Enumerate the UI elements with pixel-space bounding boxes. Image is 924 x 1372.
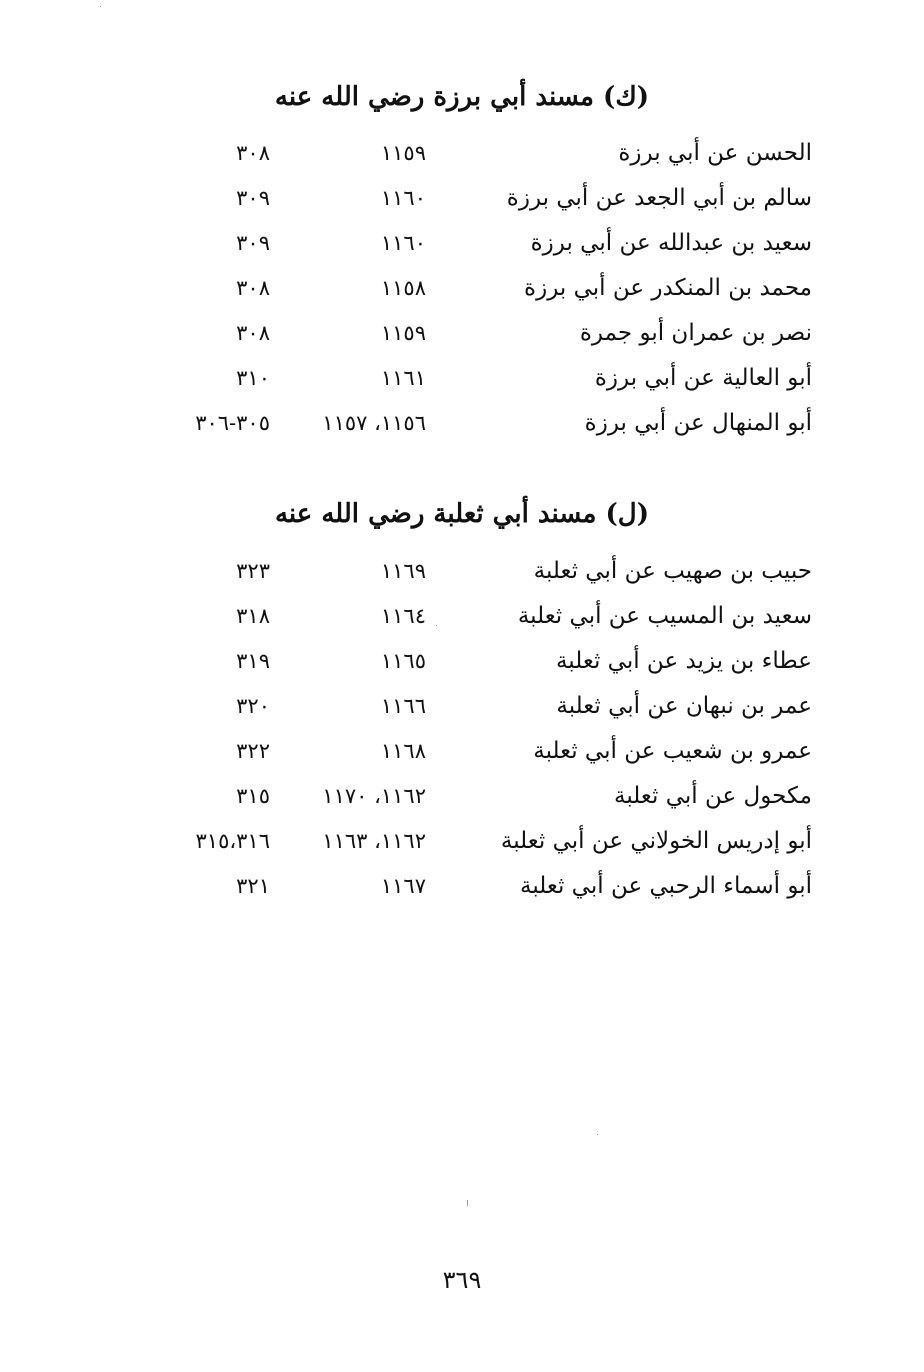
hadith-numbers: ١١٦٢، ١١٦٣ [322, 829, 426, 853]
narrator-chain: الحسن عن أبي برزة [618, 140, 812, 166]
section-list-abu-barza [0, 132, 924, 447]
scan-speck [467, 1200, 468, 1206]
hadith-numbers: ١١٦٧ [380, 874, 426, 898]
hadith-numbers: ١١٥٩ [380, 321, 426, 345]
page-number: ٣٦٩ [442, 1266, 482, 1294]
scan-speck [597, 1134, 598, 1135]
index-row [0, 820, 924, 865]
section-list-abu-thalaba [0, 550, 924, 910]
hadith-numbers: ١١٦٩ [380, 559, 426, 583]
narrator-chain: حبيب بن صهيب عن أبي ثعلبة [533, 558, 812, 584]
narrator-chain: سعيد بن المسيب عن أبي ثعلبة [517, 603, 812, 629]
narrator-chain: نصر بن عمران أبو جمرة [579, 320, 812, 346]
narrator-chain: أبو إدريس الخولاني عن أبي ثعلبة [500, 828, 812, 854]
page-references: ٣٢١ [236, 874, 270, 898]
hadith-numbers: ١١٥٩ [380, 141, 426, 165]
index-row [0, 775, 924, 820]
hadith-numbers: ١١٦٠ [380, 186, 426, 210]
hadith-numbers: ١١٦٢، ١١٧٠ [322, 784, 426, 808]
page-references: ٣٠٥-٣٠٦ [195, 411, 270, 435]
hadith-numbers: ١١٦٠ [380, 231, 426, 255]
index-row [0, 685, 924, 730]
index-row [0, 865, 924, 910]
narrator-chain: أبو أسماء الرحبي عن أبي ثعلبة [519, 873, 812, 899]
page-references: ٣٠٩ [236, 186, 270, 210]
hadith-numbers: ١١٦٤ [380, 604, 426, 628]
page-references: ٣٢٣ [236, 559, 270, 583]
index-row [0, 177, 924, 222]
index-row [0, 640, 924, 685]
narrator-chain: عمرو بن شعيب عن أبي ثعلبة [533, 738, 812, 764]
page-references: ٣٠٩ [236, 231, 270, 255]
narrator-chain: عطاء بن يزيد عن أبي ثعلبة [555, 648, 812, 674]
hadith-numbers: ١١٥٨ [380, 276, 426, 300]
page-references: ٣٠٨ [236, 321, 270, 345]
section-title-abu-barza: (ك) مسند أبي برزة رضي الله عنه [274, 82, 650, 112]
index-row [0, 132, 924, 177]
scan-speck [436, 625, 437, 626]
hadith-numbers: ١١٦٨ [380, 739, 426, 763]
scan-speck [100, 6, 101, 7]
index-row [0, 550, 924, 595]
page-references: ٣٠٨ [236, 141, 270, 165]
index-row [0, 595, 924, 640]
hadith-numbers: ١١٦٦ [380, 694, 426, 718]
section-title-abu-thalaba: (ل) مسند أبي ثعلبة رضي الله عنه [274, 499, 650, 529]
page-references: ٣١٠ [236, 366, 270, 390]
index-row [0, 402, 924, 447]
page-references: ٣١٥ [236, 784, 270, 808]
narrator-chain: مكحول عن أبي ثعلبة [614, 783, 812, 809]
narrator-chain: محمد بن المنكدر عن أبي برزة [524, 275, 812, 301]
page-references: ٣٠٨ [236, 276, 270, 300]
narrator-chain: أبو المنهال عن أبي برزة [584, 410, 812, 436]
narrator-chain: سعيد بن عبدالله عن أبي برزة [530, 230, 812, 256]
hadith-numbers: ١١٦١ [380, 366, 426, 390]
page-references: ٣٢٢ [236, 739, 270, 763]
narrator-chain: عمر بن نبهان عن أبي ثعلبة [556, 693, 812, 719]
hadith-numbers: ١١٥٦، ١١٥٧ [322, 411, 426, 435]
page-references: ٣٢٠ [236, 694, 270, 718]
narrator-chain: أبو العالية عن أبي برزة [594, 365, 812, 391]
narrator-chain: سالم بن أبي الجعد عن أبي برزة [506, 185, 812, 211]
page-references: ٣١٩ [236, 649, 270, 673]
index-row [0, 222, 924, 267]
page-references: ٣١٨ [236, 604, 270, 628]
index-row [0, 312, 924, 357]
page-references: ٣١٥،٣١٦ [195, 829, 270, 853]
index-row [0, 730, 924, 775]
index-row [0, 357, 924, 402]
hadith-numbers: ١١٦٥ [380, 649, 426, 673]
index-row [0, 267, 924, 312]
